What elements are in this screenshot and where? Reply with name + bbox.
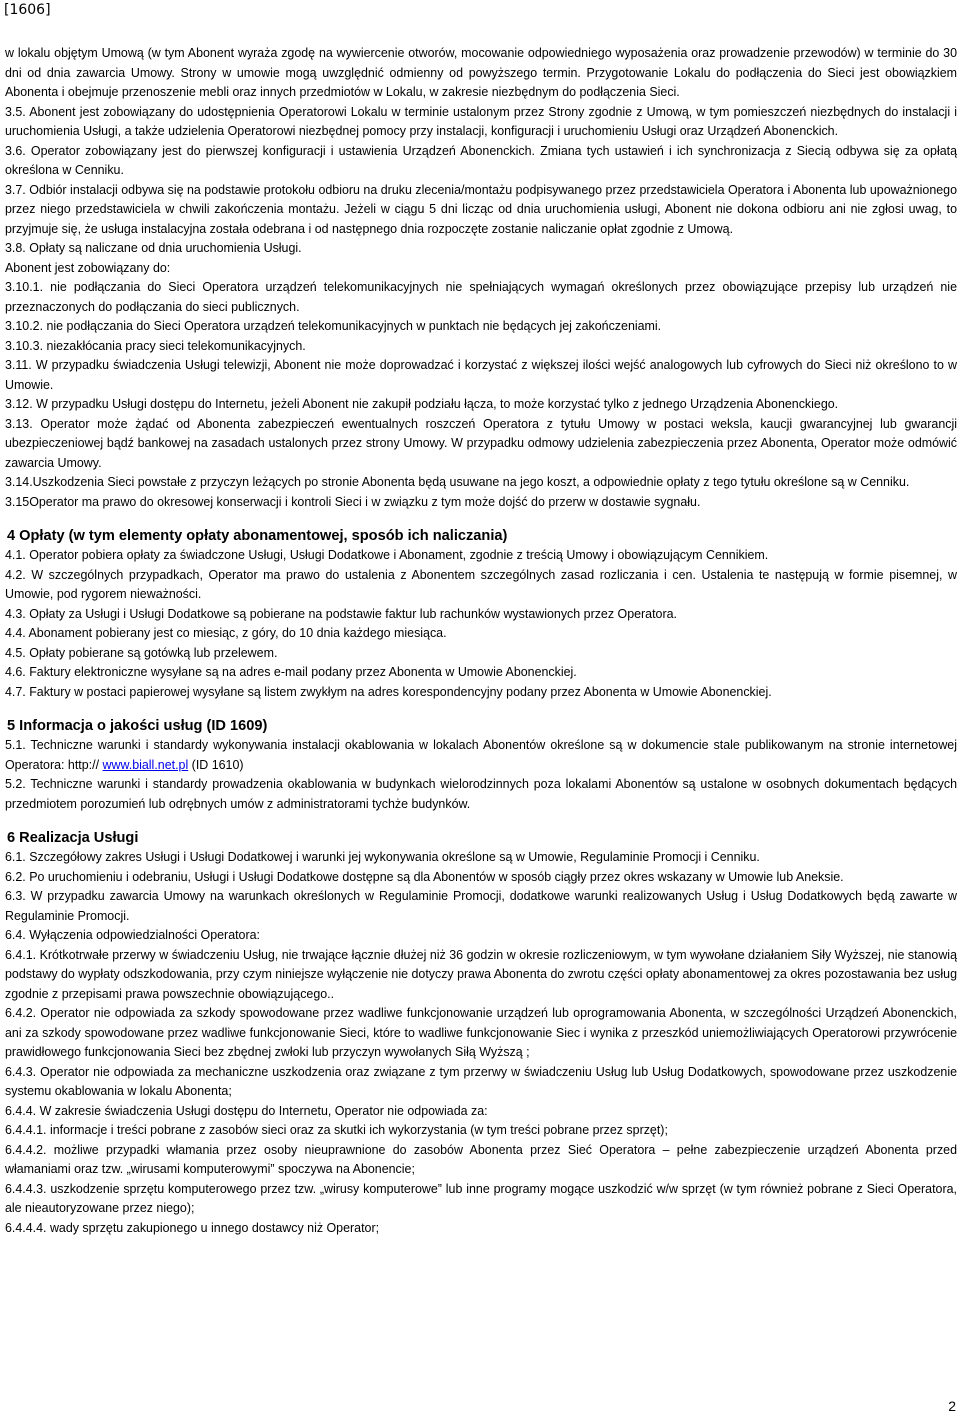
paragraph-6-4-4-2: 6.4.4.2. możliwe przypadki włamania przez osoby nieuprawnione do zasobów Abonenta przez Sieć Operatora – pełne zabezpieczenie urządzeń Abonenta przed włamaniami oraz tzw. „wirusami komputerowymi” spoczywa na Abonencie; [5, 1142, 957, 1176]
section-5 [5, 716, 957, 814]
paragraph-3-14: 3.14.Uszkodzenia Sieci powstałe z przyczyn leżących po stronie Abonenta będą usuwane na jego koszt, a odpowiednie opłaty z tego tytułu określone są w Cenniku. [5, 475, 910, 489]
page-number: 2 [948, 1398, 956, 1414]
paragraph-5-1 [5, 736, 957, 775]
section-5-heading: 5 Informacja o jakości usług (ID 1609) [7, 718, 268, 734]
paragraph-3-12: 3.12. W przypadku Usługi dostępu do Internetu, jeżeli Abonent nie zakupił podziału łącza, to może korzystać tylko z jednego Urządzenia Abonenckiego. [5, 397, 839, 411]
paragraph-3-15: 3.15Operator ma prawo do okresowej konserwacji i kontroli Sieci i w związku z tym może dojść do przerw w dostawie sygnału. [5, 494, 701, 509]
operator-website-link[interactable]: www.biall.net.pl [102, 757, 189, 772]
paragraph-5-1-id: (ID 1610) [188, 757, 244, 772]
paragraph-6-1: 6.1. Szczegółowy zakres Usługi i Usługi Dodatkowej i warunki jej wykonywania określone są w Umowie, Regulaminie Promocji i Cenniku. [5, 850, 760, 864]
paragraph-4-7: 4.7. Faktury w postaci papierowej wysyłane są listem zwykłym na adres korespondencyjny podany przez Abonenta w Umowie Abonenckiej. [5, 684, 772, 699]
paragraph-6-4-3: 6.4.3. Operator nie odpowiada za mechaniczne uszkodzenia oraz związane z tym przerwy w świadczeniu Usług lub Usług Dodatkowych, spowodowane przez uszkodzenie systemu okablowania w lokalu Abonenta; [5, 1064, 957, 1098]
paragraph-5-2: 5.2. Techniczne warunki i standardy prowadzenia okablowania w budynkach wielorodzinnych poza lokalami Abonentów są ustalone w osobnych dokumentach będących przedmiotem porozumień lub odrębnych umów z administratorami tychże budynków. [5, 777, 957, 811]
paragraph-6-4-4: 6.4.4. W zakresie świadczenia Usługi dostępu do Internetu, Operator nie odpowiada za: [5, 1103, 488, 1118]
paragraph-3-10-3: 3.10.3. niezakłócania pracy sieci telekomunikacyjnych. [5, 338, 306, 353]
paragraph-4-1: 4.1. Operator pobiera opłaty za świadczone Usługi, Usługi Dodatkowe i Abonament, zgodnie z treścią Umowy i obowiązującym Cennikiem. [5, 548, 769, 562]
paragraph-4-3: 4.3. Opłaty za Usługi i Usługi Dodatkowe są pobierane na podstawie faktur lub rachunków wystawionych przez Operatora. [5, 606, 677, 621]
paragraph-6-2: 6.2. Po uruchomieniu i odebraniu, Usługi i Usługi Dodatkowe dostępne są dla Abonentów w sposób ciągły przez okres wskazany w Umowie lub Aneksie. [5, 869, 844, 884]
paragraph-3-7: 3.7. Odbiór instalacji odbywa się na podstawie protokołu odbioru na druku zlecenia/montażu podpisywanego przez przedstawiciela Operatora i Abonenta lub upoważnionego przez niego przedstawiciela w chwili zakończenia montażu. Jeżeli w ciągu 5 dni licząc od dnia uruchomienia usługi, Abonent nie dokona odbioru ani nie zgłosi uwag, to przyjmuje się, że usługa instalacyjna została odebrana i od następnego dnia rozpoczęte zostanie naliczanie opłat zgodnie z Umową. [5, 182, 957, 236]
paragraph-3-8: 3.8. Opłaty są naliczane od dnia uruchomienia Usługi. [5, 241, 302, 255]
paragraph-4-6: 4.6. Faktury elektroniczne wysyłane są na adres e-mail podany przez Abonenta w Umowie Abonenckiej. [5, 665, 577, 679]
section-6-heading: 6 Realizacja Usługi [7, 830, 139, 846]
paragraph-4-4: 4.4. Abonament pobierany jest co miesiąc, z góry, do 10 dnia każdego miesiąca. [5, 626, 447, 640]
paragraph-6-4-2: 6.4.2. Operator nie odpowiada za szkody spowodowane przez wadliwe funkcjonowanie urządzeń lub oprogramowania Abonenta, w szczególności Urządzeń Abonenckich, ani za szkody spowodowane przez wadliwe funkcjonowanie Sieci, które to wadliwe funkcjonowanie Siec i wynika z przeszkód uniemożliwiających Operatorowi przywrócenie prawidłowego funkcjonowania Sieci bez zbędnej zwłoki lub przyczyn wywołanych Siłą Wyższą ; [5, 1006, 957, 1059]
paragraph-3-11: 3.11. W przypadku świadczenia Usługi telewizji, Abonent nie może doprowadzać i korzystać z większej ilości wejść analogowych lub cyfrowych do Sieci niż określono to w Umowie. [5, 358, 957, 392]
paragraph-6-4-4-4: 6.4.4.4. wady sprzętu zakupionego u innego dostawcy niż Operator; [5, 1220, 380, 1235]
paragraph-6-4-1: 6.4.1. Krótkotrwałe przerwy w świadczeniu Usług, nie trwające łącznie dłużej niż 36 godzin w okresie rozliczeniowym, w tym wywołane działaniem Siły Wyższej, nie stanowią podstawy do wypłaty odszkodowania, przy czym niniejsze wyłączenie nie dotyczy prawa Abonenta do zwrotu części opłaty abonamentowej za okres pozostawania bez usług zgodnie z przepisami prawa powszechnie obowiązującego.. [5, 947, 957, 1001]
paragraph-4-5: 4.5. Opłaty pobierane są gotówką lub przelewem. [5, 645, 278, 660]
paragraph-3-5: 3.5. Abonent jest zobowiązany do udostępnienia Operatorowi Lokalu w terminie ustalonym przez Strony zgodnie z Umową, w tym pomieszczeń niezbędnych do instalacji i uruchomienia Usługi, a także udzielenia Operatorowi niezbędnej pomocy przy instalacji, konfiguracji i uruchomieniu Usługi oraz Urządzeń Abonenckich. [5, 104, 957, 138]
paragraph-3-13: 3.13. Operator może żądać od Abonenta zabezpieczeń ewentualnych roszczeń Operatora z tytułu Umowy w postaci weksla, kaucji gwarancyjnej lub gwarancji ubezpieczeniowej bądź bankowej na zasadach ustalonych przez strony Umowy. W przypadku odmowy udzielenia zabezpieczenia przez Abonenta, Operator może odmówić zawarcia Umowy. [5, 416, 957, 470]
section-4 [5, 526, 957, 702]
paragraph-6-4-4-1: 6.4.4.1. informacje i treści pobrane z zasobów sieci oraz za skutki ich wykorzystania (w tym treści pobrane przez sprzęt); [5, 1123, 668, 1137]
paragraph-3-6: 3.6. Operator zobowiązany jest do pierwszej konfiguracji i ustawienia Urządzeń Abonenckich. Zmiana tych ustawień i ich synchronizacja z Siecią odbywa się za opłatą określona w Cenniku. [5, 143, 957, 177]
paragraph-6-4: 6.4. Wyłączenia odpowiedzialności Operatora: [5, 928, 260, 942]
paragraph-3-9: Abonent jest zobowiązany do: [5, 260, 171, 275]
paragraph-5-1-text: 5.1. Techniczne warunki i standardy wykonywania instalacji okablowania w lokalach Abonentów określone są w dokumencie stale publikowanym na stronie internetowej Operatora: http:// [5, 738, 957, 772]
section-4-heading: 4 Opłaty (w tym elementy opłaty abonamentowej, sposób ich naliczania) [7, 528, 508, 544]
page-label: [1606] [4, 2, 51, 18]
paragraph-3-10-2: 3.10.2. nie podłączania do Sieci Operatora urządzeń telekomunikacyjnych w punktach nie będących jej zakończeniami. [5, 319, 662, 333]
document-body [5, 44, 957, 1238]
paragraph-4-2: 4.2. W szczególnych przypadkach, Operator ma prawo do ustalenia z Abonentem szczególnych zasad rozliczania i cen. Ustalenia te następują w formie pisemnej, w Umowie, pod rygorem nieważności. [5, 567, 957, 601]
paragraph-6-4-4-3: 6.4.4.3. uszkodzenie sprzętu komputerowego przez tzw. „wirusy komputerowe” lub inne programy mogące uszkodzić w/w sprzęt (w tym również pobrane z Sieci Operatora, ale nieautoryzowane przez niego); [5, 1181, 957, 1215]
paragraph-3-intro: w lokalu objętym Umową (w tym Abonent wyraża zgodę na wywiercenie otworów, mocowanie odpowiedniego wyposażenia oraz prowadzenie przewodów) w terminie do 30 dni od dnia zawarcia Umowy. Strony w umowie mogą uwzględnić odmienny od powyższego termin. Przygotowanie Lokalu do podłączenia do Sieci jest obowiązkiem Abonenta i obejmuje przenoszenie mebli oraz innych przedmiotów w Lokalu, w zakresie niezbędnym do podłączenia Sieci. [5, 46, 957, 99]
paragraph-6-3: 6.3. W przypadku zawarcia Umowy na warunkach określonych w Regulaminie Promocji, dodatkowe warunki realizowanych Usług i Usług Dodatkowych będą zawarte w Regulaminie Promocji. [5, 889, 957, 923]
section-6 [5, 828, 957, 1238]
paragraph-3-10-1: 3.10.1. nie podłączania do Sieci Operatora urządzeń telekomunikacyjnych nie spełniających wymagań określonych przez obowiązujące przepisy lub urządzeń nie przeznaczonych do podłączania do sieci publicznych. [5, 280, 957, 314]
section-3 [5, 44, 957, 512]
